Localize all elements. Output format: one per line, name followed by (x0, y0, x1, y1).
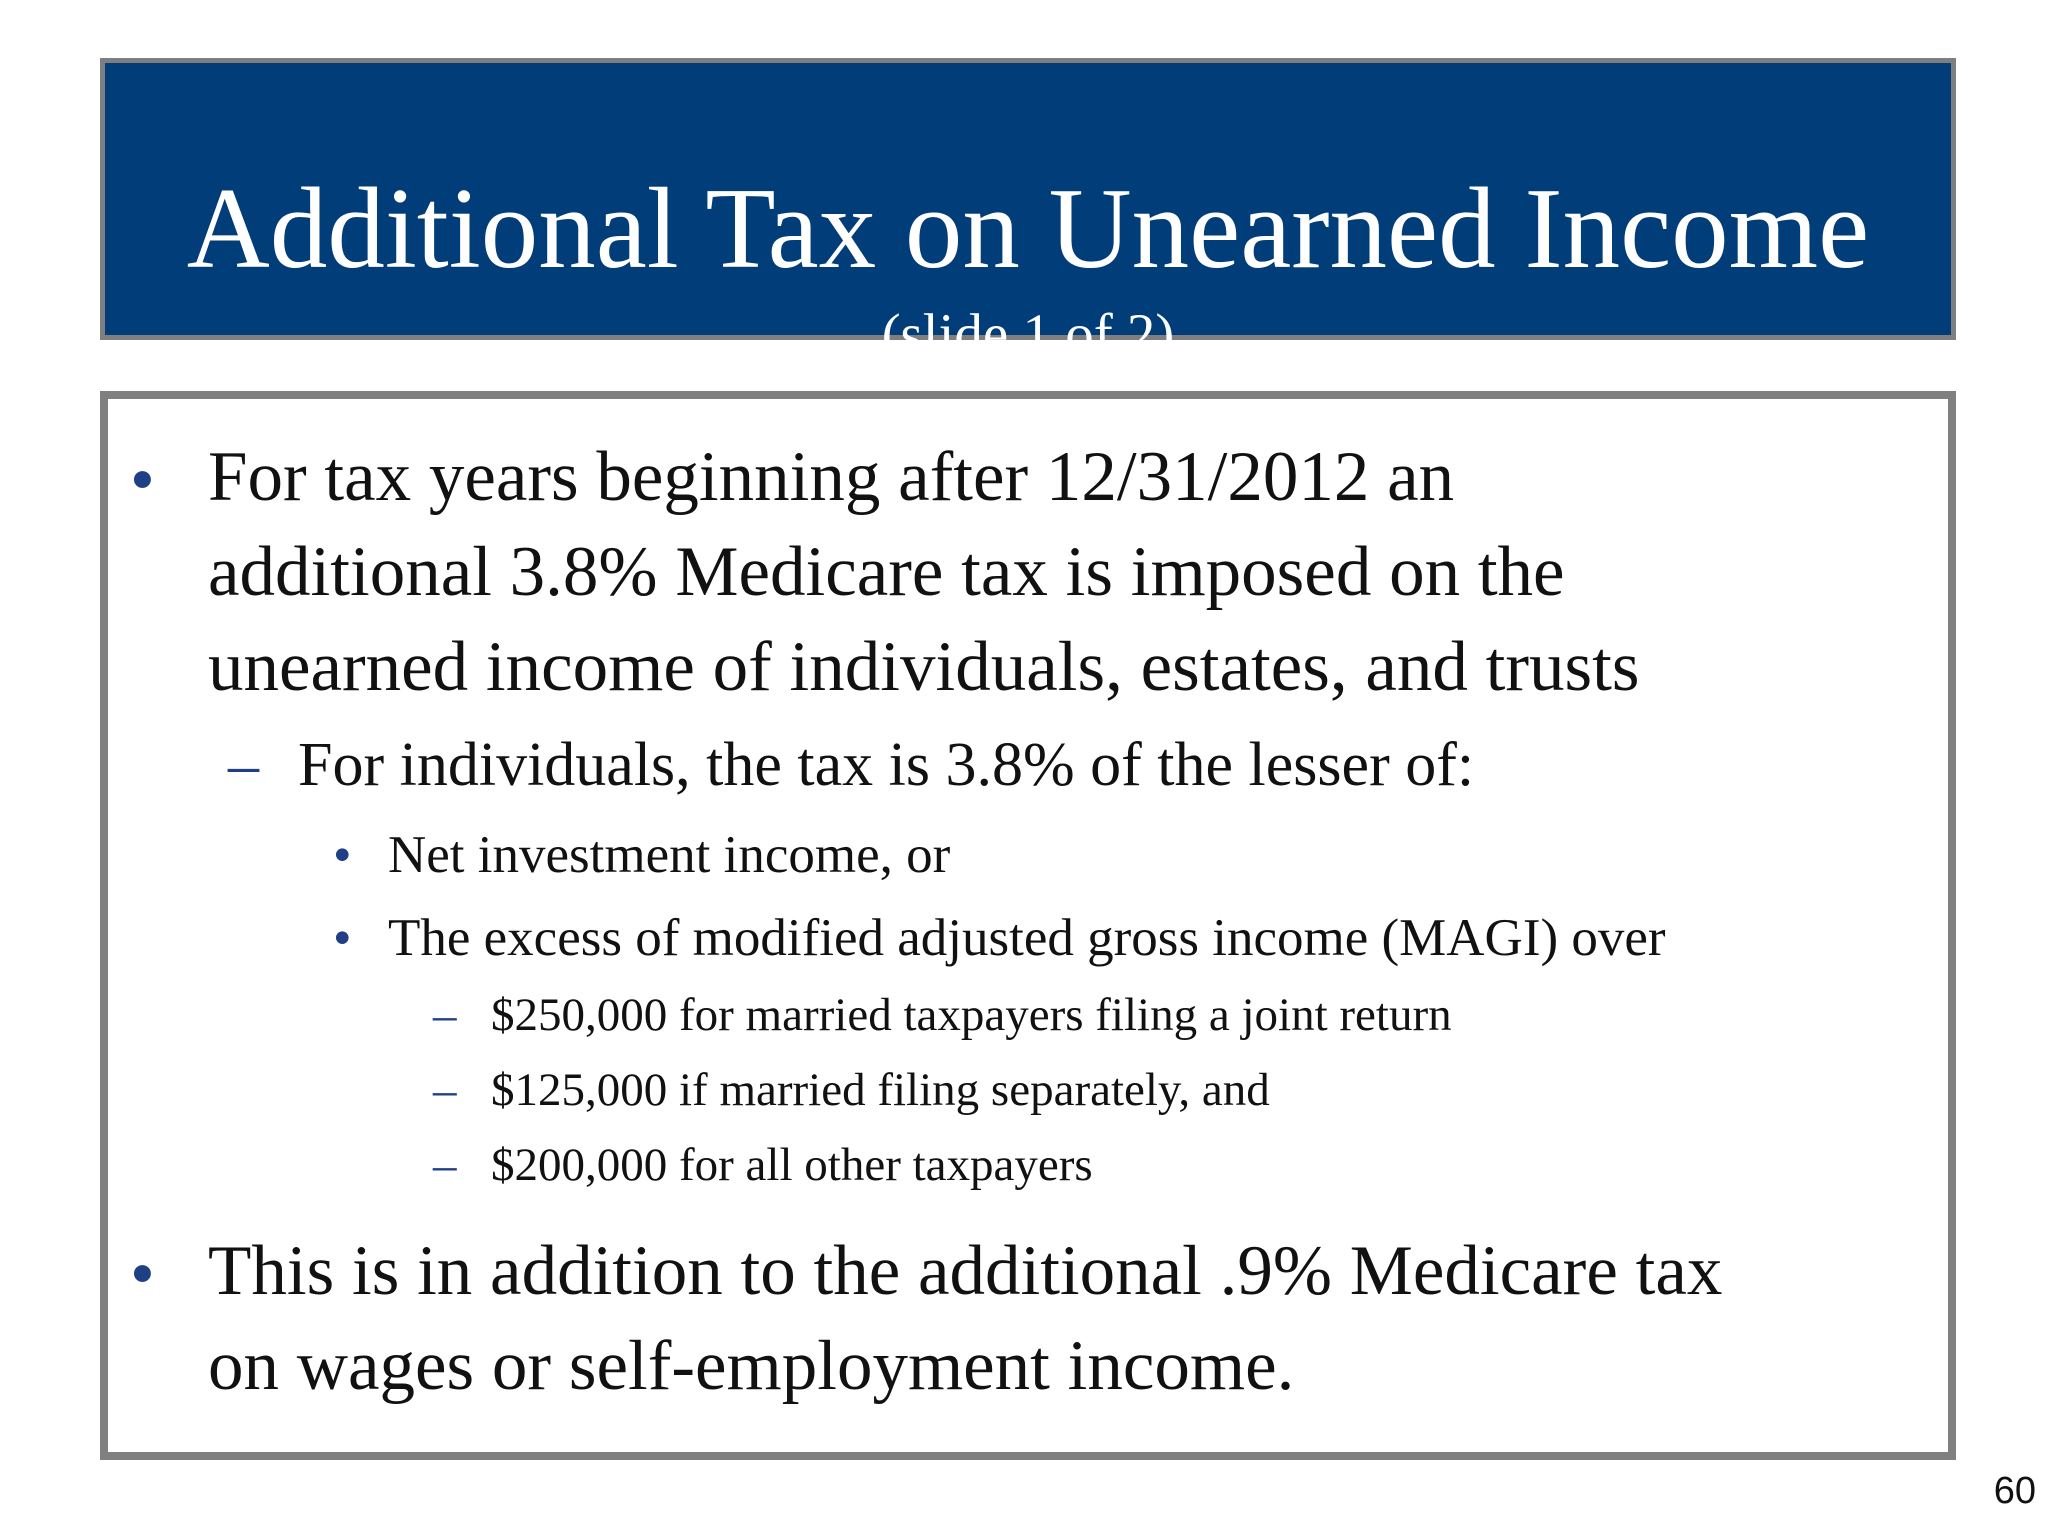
dash-marker: – (433, 1064, 457, 1116)
bullet-marker: • (333, 826, 352, 884)
bullet-1-line-3: unearned income of individuals, estates, and trusts (208, 628, 1640, 706)
subsub-bullet-1: Net investment income, or (388, 826, 951, 884)
dash-marker: – (433, 1139, 457, 1191)
bullet-2-line-1: This is in addition to the additional .9% Medicare tax (208, 1232, 1723, 1310)
dash-marker: – (228, 731, 259, 799)
threshold-joint: $250,000 for married taxpayers filing a joint return (491, 989, 1452, 1041)
bullet-marker: • (130, 441, 155, 519)
bullet-marker: • (333, 909, 352, 967)
bullet-1-line-1: For tax years beginning after 12/31/2012 an (208, 438, 1455, 516)
slide-subtitle: (slide 1 of 2) (881, 303, 1175, 366)
slide-content-box (100, 391, 1956, 1460)
dash-marker: – (433, 989, 457, 1041)
threshold-separate: $125,000 if married filing separately, and (491, 1064, 1270, 1116)
bullet-marker: • (130, 1235, 155, 1313)
subsub-bullet-2: The excess of modified adjusted gross income (MAGI) over (388, 909, 1666, 967)
sub-bullet-individuals: For individuals, the tax is 3.8% of the lesser of: (298, 731, 1475, 799)
slide-title-banner (100, 58, 1956, 366)
slide-title: Additional Tax on Unearned Income (186, 165, 1870, 292)
bullet-1-line-2: additional 3.8% Medicare tax is imposed on the (208, 533, 1565, 611)
threshold-other: $200,000 for all other taxpayers (491, 1139, 1093, 1191)
page-number: 60 (1993, 1470, 2036, 1512)
bullet-2-line-2: on wages or self-employment income. (208, 1327, 1295, 1405)
